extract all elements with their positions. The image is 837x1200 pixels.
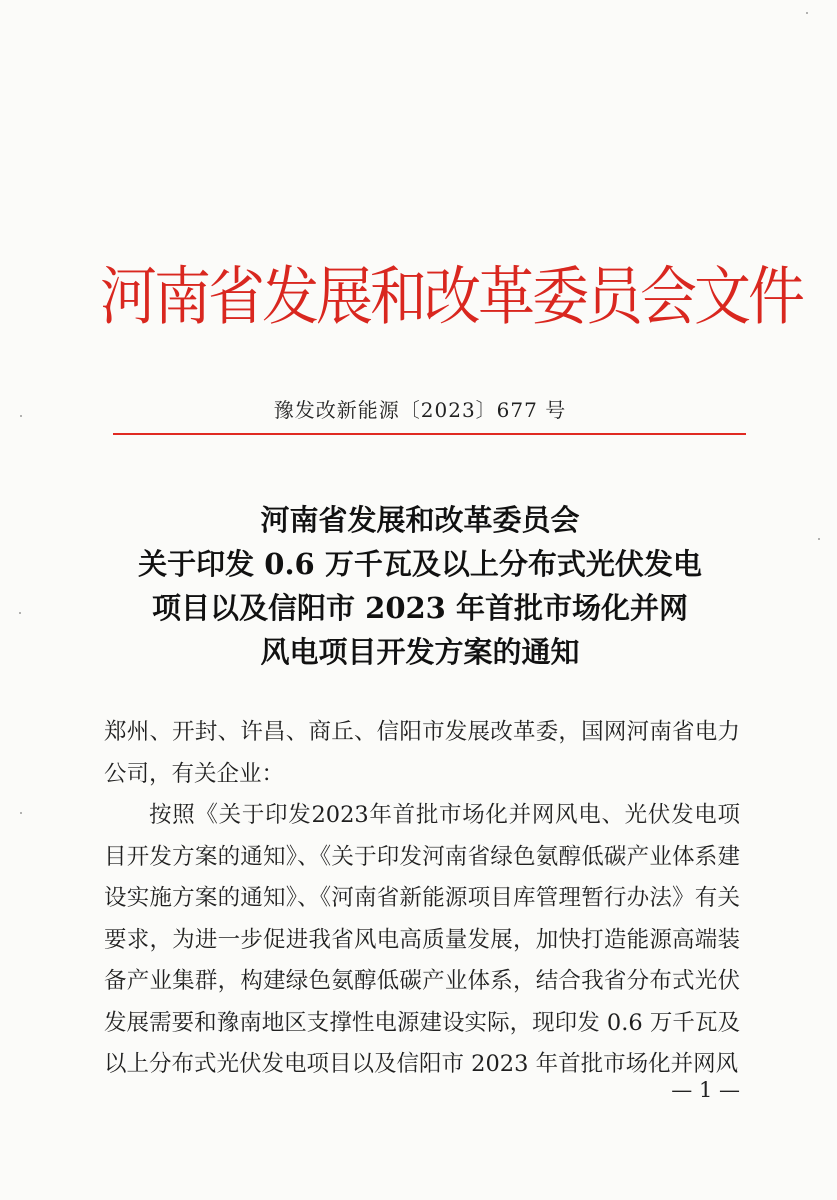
title-line-3: 项目以及信阳市 2023 年首批市场化并网	[152, 591, 688, 625]
title-line-2: 关于印发 0.6 万千瓦及以上分布式光伏发电	[138, 547, 702, 581]
title-line-4: 风电项目开发方案的通知	[260, 635, 580, 669]
body-paragraph-1: 按照《关于印发2023年首批市场化并网风电、光伏发电项目开发方案的通知》、《关于印发河南省绿色氨醇低碳产业体系建设实施方案的通知》、《河南省新能源项目库管理暂行办法》有关要求，为进一步促进我省风电高质量发展，加快打造能源高端装备产业集群，构建绿色氨醇低碳产业体系，结合我省分布式光伏发展需要和豫南地区支撑性电源建设实际，现印发 0.6 万千瓦及以上分布式光伏发电项目以及信阳市 2023 年首批市场化并网风	[104, 802, 740, 1077]
document-title	[90, 498, 750, 674]
addressee-line: 郑州、开封、许昌、商丘、信阳市发展改革委，国网河南省电力公司，有关企业：	[104, 719, 740, 787]
title-line-1: 河南省发展和改革委员会	[260, 503, 580, 537]
document-number: 豫发改新能源〔2023〕677 号	[273, 398, 567, 422]
scan-speck	[19, 612, 21, 614]
scan-speck	[806, 12, 808, 14]
scan-speck	[20, 415, 22, 417]
page-number: — 1 —	[671, 1078, 740, 1102]
red-divider-line	[113, 433, 746, 435]
document-body	[104, 712, 740, 1086]
scan-speck	[20, 812, 22, 814]
scan-speck	[818, 538, 820, 540]
issuer-header: 河南省发展和改革委员会文件	[100, 260, 802, 335]
